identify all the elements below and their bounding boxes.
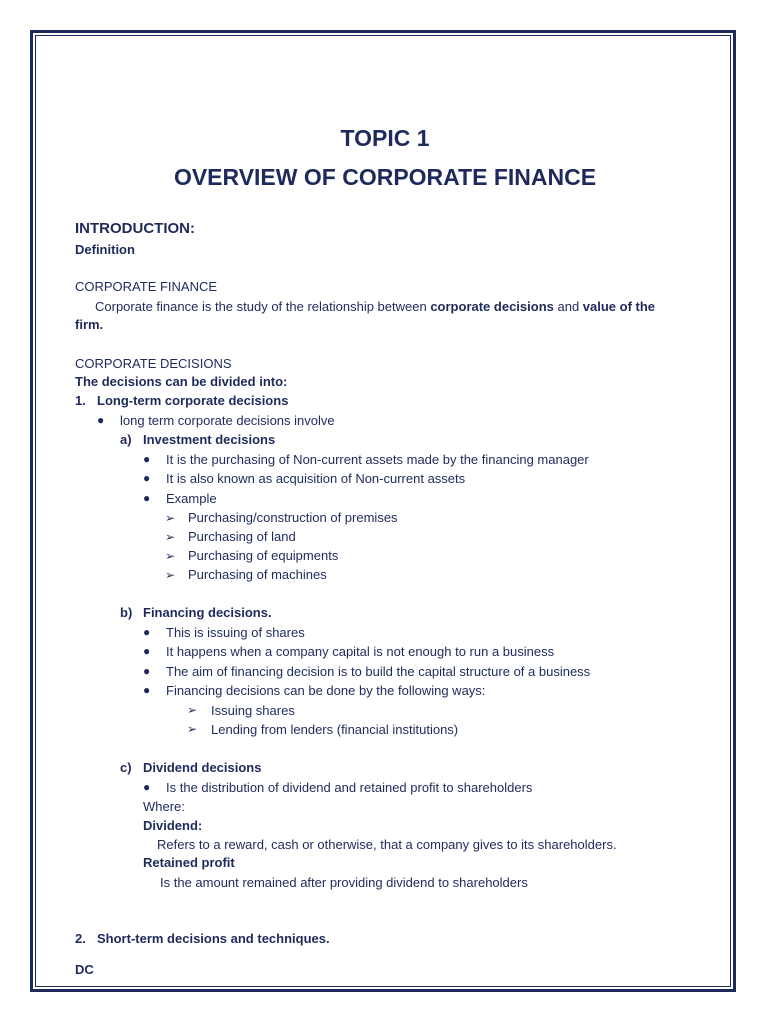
- investment-example-4: Purchasing of machines: [188, 567, 327, 582]
- financing-way-1: Issuing shares: [211, 703, 295, 718]
- introduction-heading: INTRODUCTION:: [75, 220, 195, 237]
- financing-bullet-2: It happens when a company capital is not enough to run a business: [166, 644, 555, 659]
- arrow-bullet-icon: ➢: [187, 722, 198, 736]
- bullet-icon: ●: [143, 491, 151, 505]
- bullet-icon: ●: [143, 780, 151, 794]
- dividend-definition: Refers to a reward, cash or otherwise, that a company gives to its shareholders.: [157, 837, 617, 852]
- corporate-finance-heading: CORPORATE FINANCE: [75, 279, 218, 294]
- dividend-decisions-heading: Dividend decisions: [143, 760, 262, 775]
- bullet-icon: ●: [143, 471, 151, 485]
- where-label: Where:: [143, 799, 185, 814]
- decisions-subheading: The decisions can be divided into:: [75, 374, 288, 389]
- financing-bullet-3: The aim of financing decision is to build the capital structure of a business: [166, 664, 591, 679]
- definition-bold-corporate-decisions: corporate decisions: [430, 299, 554, 314]
- investment-example-2: Purchasing of land: [188, 529, 296, 544]
- arrow-bullet-icon: ➢: [165, 530, 176, 544]
- arrow-bullet-icon: ➢: [165, 549, 176, 563]
- long-term-decisions-heading: Long-term corporate decisions: [97, 393, 289, 408]
- investment-bullet-1: It is the purchasing of Non-current assets made by the financing manager: [166, 452, 589, 467]
- topic-title: TOPIC 1: [340, 125, 430, 151]
- retained-profit-label: Retained profit: [143, 855, 235, 870]
- corporate-finance-definition-line2: firm.: [75, 317, 104, 332]
- bullet-icon: ●: [143, 664, 151, 678]
- label-b: b): [120, 605, 133, 620]
- financing-way-2: Lending from lenders (financial institutions): [211, 722, 459, 737]
- corporate-finance-definition: [95, 299, 655, 315]
- label-c: c): [120, 760, 132, 775]
- long-term-involve-item: long term corporate decisions involve: [120, 413, 335, 428]
- dividend-bullet: Is the distribution of dividend and retained profit to shareholders: [166, 780, 533, 795]
- investment-example-3: Purchasing of equipments: [188, 548, 339, 563]
- definition-text-and: and: [553, 299, 583, 314]
- arrow-bullet-icon: ➢: [165, 511, 176, 525]
- financing-bullet-4: Financing decisions can be done by the following ways:: [166, 683, 486, 698]
- short-term-decisions-heading: Short-term decisions and techniques.: [97, 931, 330, 946]
- bullet-icon: ●: [97, 413, 105, 427]
- label-a: a): [120, 432, 132, 447]
- list-number-2: 2.: [75, 931, 86, 946]
- bullet-icon: ●: [143, 683, 151, 697]
- definition-bold-value: value of the: [582, 299, 656, 314]
- retained-profit-definition: Is the amount remained after providing dividend to shareholders: [160, 875, 528, 890]
- definition-label: Definition: [75, 242, 135, 257]
- financing-decisions-heading: Financing decisions.: [143, 605, 272, 620]
- bullet-icon: ●: [143, 452, 151, 466]
- investment-bullet-2: It is also known as acquisition of Non-current assets: [166, 471, 466, 486]
- investment-decisions-heading: Investment decisions: [143, 432, 276, 447]
- arrow-bullet-icon: ➢: [165, 568, 176, 582]
- investment-bullet-3: Example: [166, 491, 217, 506]
- dividend-label: Dividend:: [143, 818, 203, 833]
- document-page: [75, 0, 705, 1024]
- financing-bullet-1: This is issuing of shares: [166, 625, 305, 640]
- footer-initials: DC: [75, 962, 94, 977]
- corporate-decisions-heading: CORPORATE DECISIONS: [75, 356, 232, 371]
- bullet-icon: ●: [143, 625, 151, 639]
- topic-subtitle: OVERVIEW OF CORPORATE FINANCE: [173, 164, 597, 190]
- list-number-1: 1.: [75, 393, 86, 408]
- definition-text: Corporate finance is the study of the relationship between: [95, 299, 431, 314]
- investment-example-1: Purchasing/construction of premises: [188, 510, 398, 525]
- arrow-bullet-icon: ➢: [187, 703, 198, 717]
- bullet-icon: ●: [143, 644, 151, 658]
